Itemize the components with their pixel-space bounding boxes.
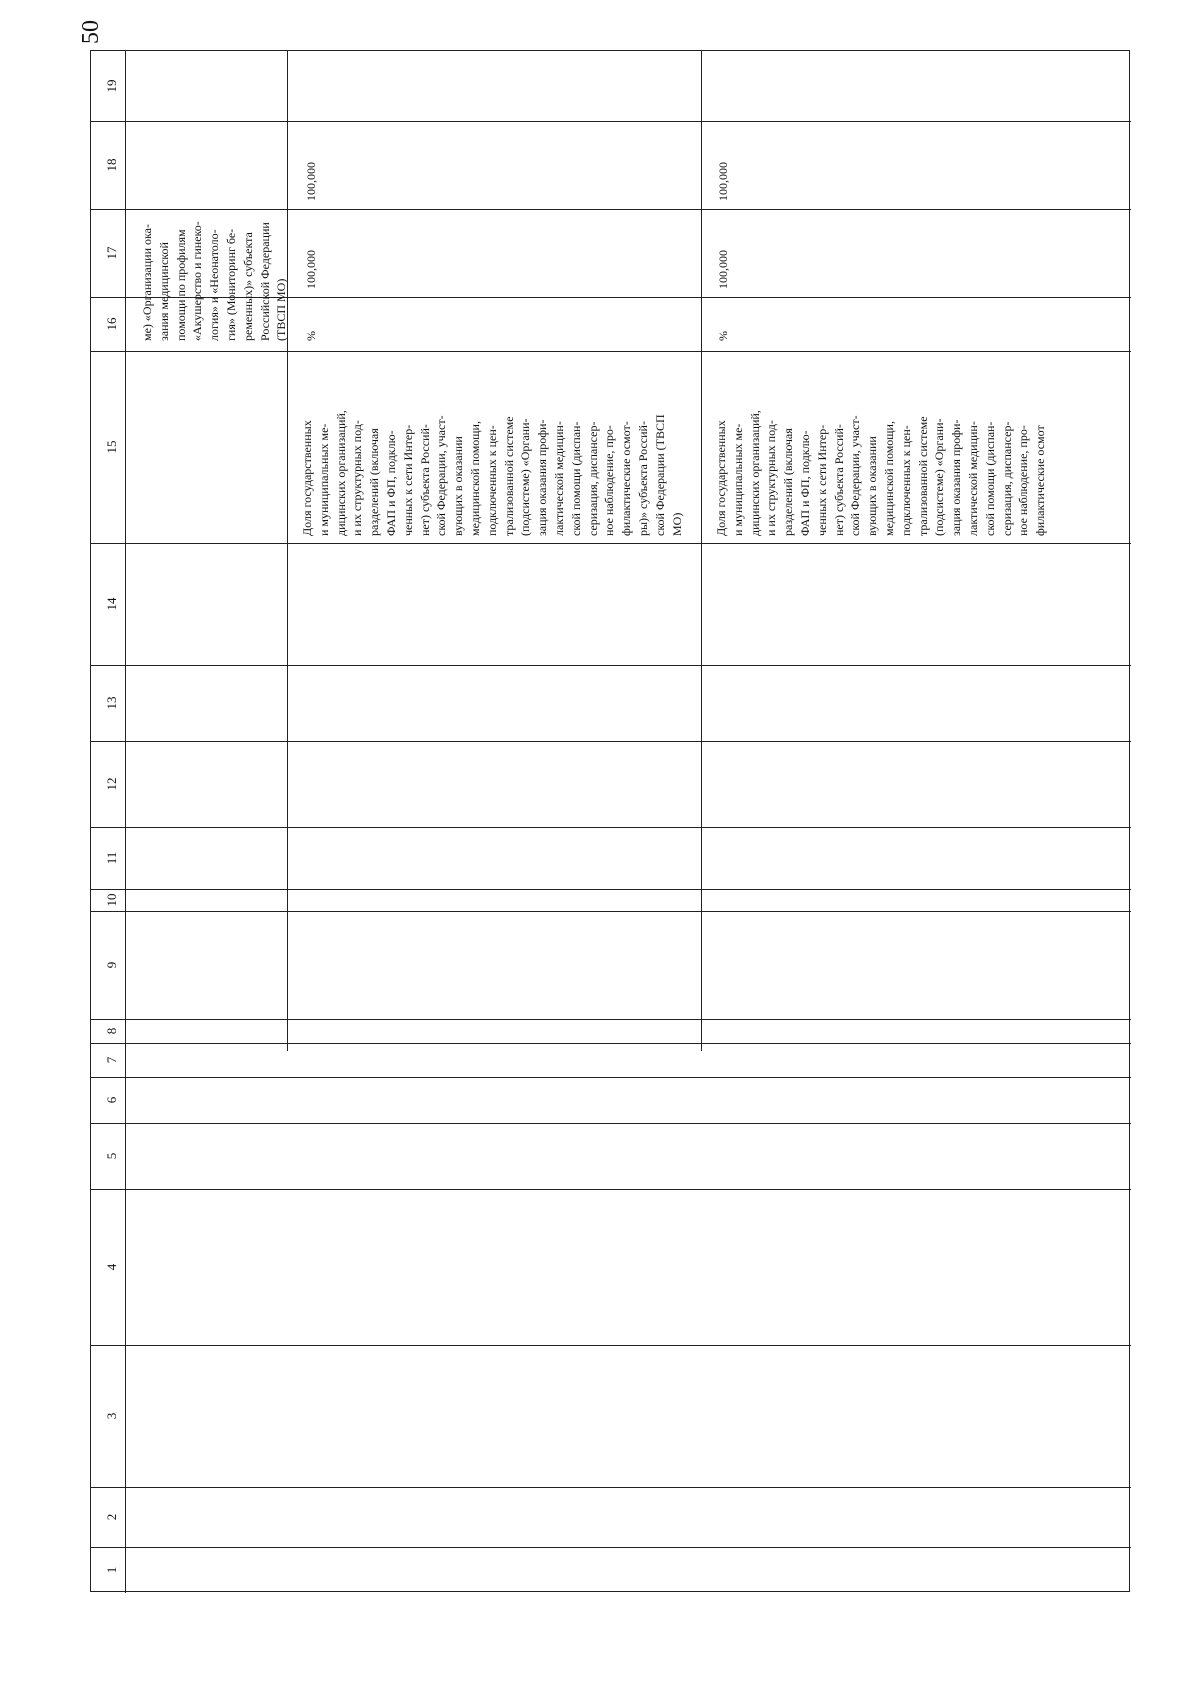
col-divider (91, 1189, 1131, 1190)
col-divider (91, 209, 1131, 210)
row-divider (287, 51, 288, 1051)
text-line: разделений (включая (367, 428, 382, 536)
text-line: нет) субъекта Россий- (831, 424, 846, 536)
column-number-17: 17 (104, 246, 119, 260)
text-line: ное наблюдение, про- (1016, 425, 1031, 536)
row3-col18-value: 100,000 (716, 162, 730, 201)
text-line: подключенных к цен- (898, 425, 913, 536)
text-line: вующих в оказании (865, 436, 880, 536)
row1-col15-text (139, 221, 290, 341)
text-line: филактические осмот (1033, 425, 1048, 536)
text-line: ченных к сети Интер- (400, 424, 415, 536)
col-divider (91, 911, 1131, 912)
column-number-19: 19 (104, 79, 119, 93)
text-line: серизация, диспансер- (999, 421, 1014, 536)
text-line: ченных к сети Интер- (814, 424, 829, 536)
column-number-9: 9 (104, 961, 119, 969)
column-number-6: 6 (104, 1096, 119, 1104)
text-line: нет) субъекта Россий- (417, 424, 432, 536)
column-number-4: 4 (104, 1263, 119, 1271)
text-line: и их структурных под- (350, 420, 365, 536)
text-line: медицинской помощи, (467, 421, 482, 536)
col-divider (91, 889, 1131, 890)
text-line: Российской Федерации (257, 222, 272, 341)
text-line: и их структурных под- (764, 420, 779, 536)
column-number-11: 11 (104, 851, 119, 865)
column-number-7: 7 (104, 1056, 119, 1064)
column-number-13: 13 (104, 696, 119, 710)
text-line: дицинских организаций, (747, 410, 762, 536)
column-number-2: 2 (104, 1513, 119, 1521)
row3-col15-text (713, 410, 1049, 536)
text-line: логия» и «Неонатоло- (207, 229, 222, 341)
header-divider (125, 51, 126, 1593)
column-number-16: 16 (104, 317, 119, 331)
col-divider (91, 665, 1131, 666)
col-divider (91, 351, 1131, 352)
col-divider (91, 1043, 1131, 1044)
text-line: лактической медицин- (551, 421, 566, 536)
column-number-1: 1 (104, 1566, 119, 1574)
text-line: Доля государственных (714, 420, 728, 536)
text-line: подключенных к цен- (484, 425, 499, 536)
col-divider (91, 543, 1131, 544)
row-divider (701, 51, 702, 1051)
text-line: Доля государственных (300, 420, 314, 536)
text-line: ской помощи (диспан- (568, 421, 583, 536)
text-line: ской Федерации, участ- (848, 415, 863, 536)
col-divider (91, 1547, 1131, 1548)
text-line: серизация, диспансер- (585, 421, 600, 536)
text-line: ской Федерации (ТВСП (652, 414, 667, 536)
col-divider (91, 1345, 1131, 1346)
text-line: зация оказания профи- (535, 419, 550, 536)
col-divider (91, 827, 1131, 828)
text-line: ное наблюдение, про- (602, 425, 617, 536)
text-line: «Акушерство и гинеко- (190, 221, 205, 341)
column-number-14: 14 (104, 597, 119, 611)
text-line: ме) «Организации ока- (140, 224, 154, 341)
rotated-table (90, 50, 1130, 1592)
text-line: МО) (669, 512, 684, 536)
col-divider (91, 121, 1131, 122)
row2-unit: % (304, 331, 318, 341)
text-line: трализованной системе (501, 416, 516, 536)
column-number-15: 15 (104, 440, 119, 454)
text-line: вующих в оказании (451, 436, 466, 536)
text-line: разделений (включая (781, 428, 796, 536)
text-line: и муниципальных ме- (316, 423, 331, 536)
column-number-8: 8 (104, 1027, 119, 1035)
row2-col18-value: 100,000 (304, 162, 318, 201)
col-divider (91, 741, 1131, 742)
text-line: трализованной системе (915, 416, 930, 536)
page-number: 50 (78, 20, 104, 44)
text-line: ременных)» субъекта (240, 232, 255, 341)
row2-col15-text (299, 410, 685, 536)
text-line: ской Федерации, участ- (434, 415, 449, 536)
text-line: помощи по профилям (173, 229, 188, 341)
column-number-5: 5 (104, 1152, 119, 1160)
column-number-12: 12 (104, 777, 119, 791)
column-number-18: 18 (104, 158, 119, 172)
row3-unit: % (716, 331, 730, 341)
col-divider (91, 1123, 1131, 1124)
col-divider (91, 1077, 1131, 1078)
text-line: лактической медицин- (965, 421, 980, 536)
text-line: ры)» субъекта Россий- (635, 421, 650, 536)
text-line: и муниципальных ме- (730, 423, 745, 536)
row2-col17-value: 100,000 (304, 250, 318, 289)
text-line: ской помощи (диспан- (982, 421, 997, 536)
text-line: зания медицинской (156, 242, 171, 341)
text-line: гия» (Мониторинг бе- (223, 228, 238, 341)
text-line: ФАП и ФП, подклю- (383, 430, 398, 536)
text-line: (подсистеме) «Органи- (932, 418, 947, 536)
text-line: ФАП и ФП, подклю- (797, 430, 812, 536)
text-line: (подсистеме) «Органи- (518, 418, 533, 536)
text-line: дицинских организаций, (333, 410, 348, 536)
col-divider (91, 1487, 1131, 1488)
column-number-10: 10 (104, 893, 119, 907)
text-line: медицинской помощи, (881, 421, 896, 536)
text-line: филактические осмот- (619, 421, 634, 536)
column-number-3: 3 (104, 1412, 119, 1420)
text-line: зация оказания профи- (949, 419, 964, 536)
row3-col17-value: 100,000 (716, 250, 730, 289)
col-divider (91, 1019, 1131, 1020)
text-line: (ТВСП МО) (274, 278, 289, 341)
